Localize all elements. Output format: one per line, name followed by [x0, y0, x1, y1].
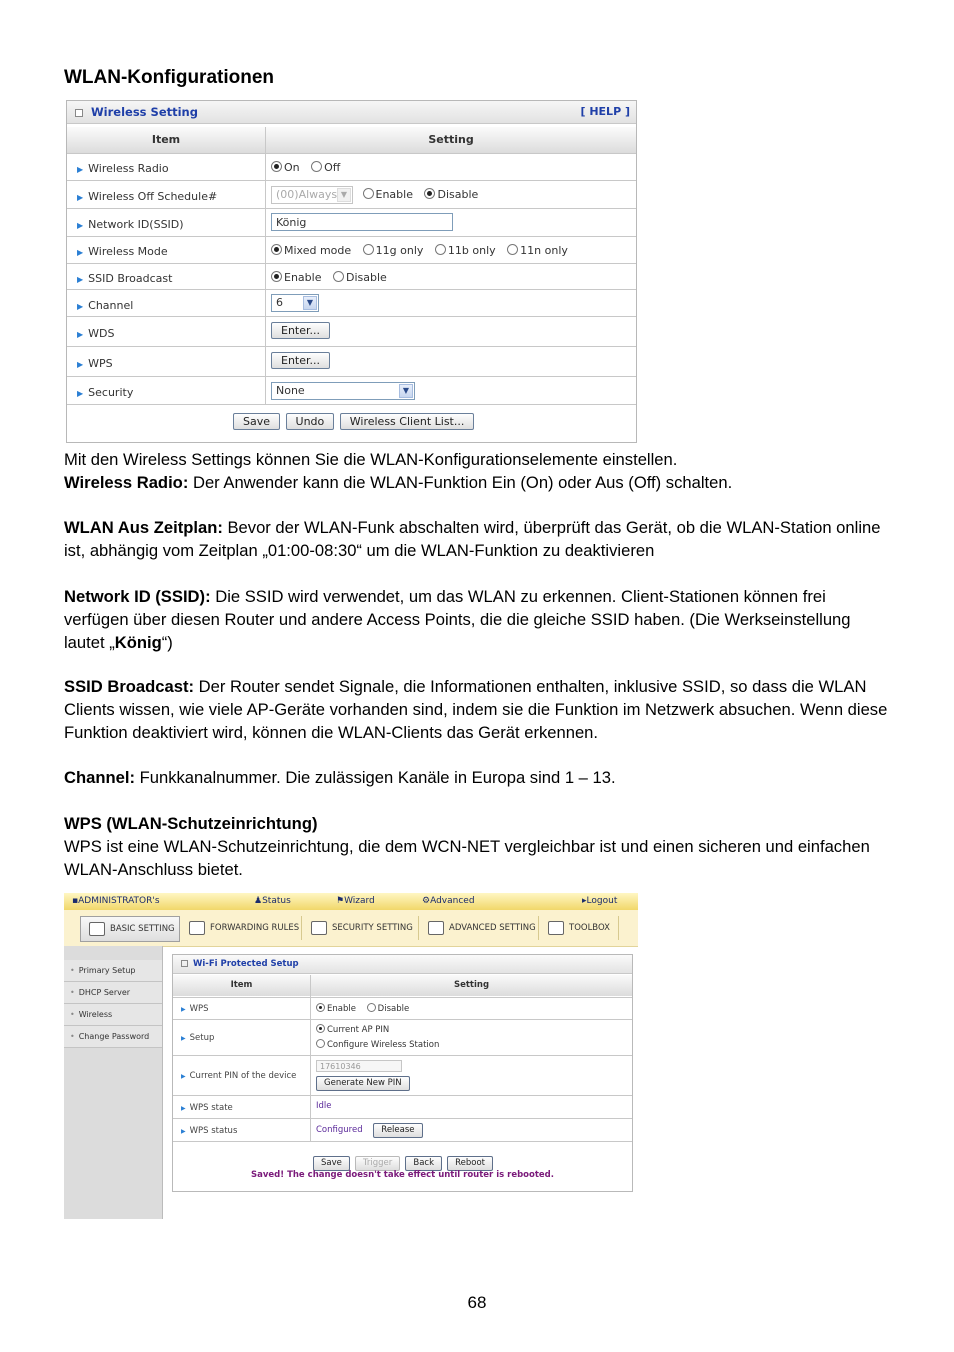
channel-cell [271, 294, 319, 312]
term-channel: Channel: [64, 768, 135, 787]
table-row [173, 997, 632, 1020]
panel-square-icon [75, 109, 83, 117]
radio-mixed-mode[interactable] [271, 244, 282, 255]
undo-button[interactable]: Undo [286, 413, 335, 430]
column-header-setting: Setting [311, 975, 632, 996]
page-number: 68 [467, 1293, 487, 1312]
radio-broadcast-disable[interactable] [333, 271, 344, 282]
wps-status-cell [316, 1123, 423, 1138]
radio-off[interactable] [311, 161, 322, 172]
pin-cell [316, 1060, 402, 1072]
setup-option-2: Configure Wireless Station [316, 1039, 439, 1050]
lock-icon [311, 921, 327, 935]
radio-wps-disable[interactable] [367, 1003, 376, 1012]
row-label: ▶ Network ID(SSID) [77, 218, 184, 231]
tab-security-setting[interactable]: SECURITY SETTING [303, 916, 419, 940]
wizard-link[interactable]: ⚑ Wizard [336, 896, 375, 906]
row-label: ▶ Current PIN of the device [181, 1071, 297, 1081]
gear-icon [428, 921, 444, 935]
arrow-right-icon: ▶ [181, 1073, 186, 1080]
row-label: ▶ WPS [77, 357, 113, 370]
column-header-setting: Setting [266, 127, 636, 153]
save-button[interactable]: Save [233, 413, 280, 430]
paragraph-ssid: Network ID (SSID): Die SSID wird verwendet, um das WLAN zu erkennen. Client-Stationen können frei verfügen über diesen Router und andere Access Points, die die gleiche SSID haben. (Die Werkseinstellung lautet „König“) [64, 587, 851, 652]
row-label: ▶ WPS status [181, 1126, 238, 1136]
radio-11b-only[interactable] [435, 244, 446, 255]
term-schedule: WLAN Aus Zeitplan: [64, 518, 223, 537]
ssid-cell [271, 213, 453, 231]
logout-link[interactable]: ▸ Logout [582, 896, 618, 906]
sidebar-item-dhcp-server[interactable]: • DHCP Server [64, 982, 162, 1004]
setup-option-1: Current AP PIN [316, 1024, 389, 1035]
table-row [173, 1095, 632, 1119]
panel-titlebar [67, 101, 636, 124]
paragraph-intro: Mit den Wireless Settings können Sie die WLAN-Konfigurationselemente einstellen. Wireless Radio: Der Anwender kann die WLAN-Funktion Ein (On) oder Aus (Off) schalten. [64, 450, 733, 492]
row-label: ▶ WDS [77, 327, 115, 340]
tab-bar [64, 910, 638, 947]
arrow-right-icon: ▶ [77, 360, 84, 369]
saved-message: Saved! The change doesn't take effect until router is rebooted. [251, 1170, 554, 1180]
reboot-button[interactable]: Reboot [447, 1156, 493, 1171]
row-label: ▶ Security [77, 386, 134, 399]
row-label: ▶ WPS [181, 1004, 209, 1014]
arrow-right-icon: ▶ [77, 275, 84, 284]
radio-disable[interactable] [424, 188, 435, 199]
security-cell [271, 382, 415, 400]
wireless-mode-options: Mixed mode 11g only 11b only 11n only [271, 244, 576, 257]
table-row [67, 263, 636, 290]
radio-11g-only[interactable] [363, 244, 374, 255]
status-link[interactable]: ♟ Status [254, 896, 291, 906]
radio-broadcast-enable[interactable] [271, 271, 282, 282]
folder-icon [89, 922, 105, 936]
chevron-down-icon: ▼ [303, 296, 317, 310]
section-heading: WLAN-Konfigurationen [64, 67, 275, 88]
wps-cell [271, 352, 330, 369]
table-row [67, 153, 636, 181]
arrow-right-icon: ▶ [77, 389, 84, 398]
table-row [67, 316, 636, 347]
wds-enter-button[interactable]: Enter... [271, 322, 330, 339]
arrow-right-icon: ▶ [181, 1105, 186, 1112]
column-header-item: Item [67, 127, 265, 153]
table-row [67, 208, 636, 237]
row-label: ▶ Channel [77, 299, 134, 312]
button-row [173, 1141, 632, 1192]
sidebar-item-change-password[interactable]: • Change Password [64, 1026, 162, 1048]
wps-options: Enable Disable [316, 1003, 417, 1014]
schedule-select[interactable]: (00)Always ▼ [271, 186, 353, 204]
radio-wps-enable[interactable] [316, 1003, 325, 1012]
generate-pin-button[interactable]: Generate New PIN [316, 1076, 410, 1091]
wps-panel-title: Wi-Fi Protected Setup [173, 955, 632, 974]
table-row [67, 289, 636, 317]
tab-advanced-setting[interactable]: ADVANCED SETTING [420, 916, 539, 940]
table-row [173, 1055, 632, 1096]
radio-on[interactable] [271, 161, 282, 172]
table-row [173, 1118, 632, 1142]
table-row [67, 236, 636, 264]
wps-panel [172, 954, 633, 1192]
arrow-right-icon: ▶ [77, 193, 84, 202]
wireless-setting-panel [66, 100, 637, 443]
save-button[interactable]: Save [313, 1156, 350, 1171]
radio-configure-station[interactable] [316, 1039, 325, 1048]
row-label: ▶ WPS state [181, 1103, 233, 1113]
arrow-right-icon: ▶ [181, 1035, 186, 1042]
sidebar-item-wireless[interactable]: • Wireless [64, 1004, 162, 1026]
trigger-button[interactable]: Trigger [355, 1156, 400, 1171]
paragraph-schedule: WLAN Aus Zeitplan: Bevor der WLAN-Funk abschalten wird, überprüft das Gerät, ob die WLAN-Station online ist, abhängig vom Zeitplan „01:00-08:30“ um die WLAN-Funktion zu deaktivieren [64, 518, 881, 560]
wps-status-value: Configured [316, 1125, 363, 1135]
wireless-radio-options: On Off [271, 161, 348, 174]
row-label: ▶ Setup [181, 1033, 215, 1043]
main-menu-label: ▪ ADMINISTRATOR's [72, 896, 160, 906]
term-broadcast: SSID Broadcast: [64, 677, 195, 696]
table-row [67, 346, 636, 377]
table-row [67, 376, 636, 405]
wds-cell [271, 322, 330, 339]
table-row [67, 180, 636, 209]
arrow-right-icon: ▶ [77, 248, 84, 257]
wireless-client-list-button[interactable]: Wireless Client List... [340, 413, 475, 430]
sidebar [64, 946, 163, 1219]
arrow-right-icon: ▶ [181, 1128, 186, 1135]
column-header-item: Item [173, 975, 310, 996]
term-wps: WPS (WLAN-Schutzeinrichtung) [64, 814, 318, 833]
arrow-right-icon: ▶ [77, 302, 84, 311]
schedule-options: (00)Always ▼ Enable Disable [271, 186, 486, 204]
pin-button-cell [316, 1076, 410, 1091]
tab-forwarding-rules[interactable]: FORWARDING RULES [181, 916, 302, 940]
arrow-right-icon: ▶ [181, 1006, 186, 1013]
panel-title: Wireless Setting [91, 105, 198, 119]
wps-state-value: Idle [316, 1101, 332, 1111]
arrow-right-icon: ▶ [77, 330, 84, 339]
chevron-down-icon: ▼ [399, 384, 413, 398]
row-label: ▶ Wireless Mode [77, 245, 168, 258]
paragraph-channel: Channel: Funkkanalnummer. Die zulässigen Kanäle in Europa sind 1 – 13. [64, 768, 616, 787]
radio-current-ap-pin[interactable] [316, 1024, 325, 1033]
radio-enable[interactable] [363, 188, 374, 199]
table-row [173, 1019, 632, 1056]
row-label: ▶ SSID Broadcast [77, 272, 173, 285]
row-label: ▶ Wireless Off Schedule# [77, 190, 218, 203]
top-menu-bar [64, 893, 638, 910]
ssid-input[interactable]: König [271, 213, 453, 231]
arrow-right-icon: ▶ [77, 165, 84, 174]
pin-field: 17610346 [316, 1060, 402, 1072]
channel-select[interactable]: 6 ▼ [271, 294, 319, 312]
advanced-link[interactable]: ⚙ Advanced [422, 896, 475, 906]
row-label: ▶ Wireless Radio [77, 162, 169, 175]
paragraph-broadcast: SSID Broadcast: Der Router sendet Signale, die Informationen enthalten, inklusive SSID, so dass die WLAN Clients wissen, wie viele AP-Geräte vorhanden sind, indem sie die Funktion im Netzwerk absuchen. Wenn diese Funktion deaktiviert wird, können die WLAN-Clients das Gerät erkennen. [64, 677, 888, 742]
ssid-broadcast-options: Enable Disable [271, 271, 395, 284]
back-button[interactable]: Back [405, 1156, 442, 1171]
arrow-right-icon: ▶ [77, 221, 84, 230]
tab-basic-setting[interactable]: BASIC SETTING [80, 916, 180, 942]
wps-screenshot [64, 893, 638, 1219]
wps-enter-button[interactable]: Enter... [271, 352, 330, 369]
paragraph-wps: WPS (WLAN-Schutzeinrichtung) WPS ist eine WLAN-Schutzeinrichtung, die dem WCN-NET vergleichbar ist und einen sicheren und einfachen WLAN-Anschluss bietet. [64, 814, 870, 879]
help-link[interactable]: [ HELP ] [580, 105, 630, 118]
forwarding-icon [189, 921, 205, 935]
radio-11n-only[interactable] [507, 244, 518, 255]
panel-square-icon [181, 960, 188, 967]
term-wireless-radio: Wireless Radio: [64, 473, 189, 492]
term-ssid: Network ID (SSID): [64, 587, 211, 606]
chevron-down-icon: ▼ [337, 188, 351, 202]
button-row [67, 404, 636, 443]
sidebar-item-primary-setup[interactable]: • Primary Setup [64, 960, 162, 982]
toolbox-icon [548, 921, 564, 935]
tab-toolbox[interactable]: TOOLBOX [540, 916, 619, 940]
release-button[interactable]: Release [373, 1123, 422, 1138]
security-select[interactable]: None ▼ [271, 382, 415, 400]
